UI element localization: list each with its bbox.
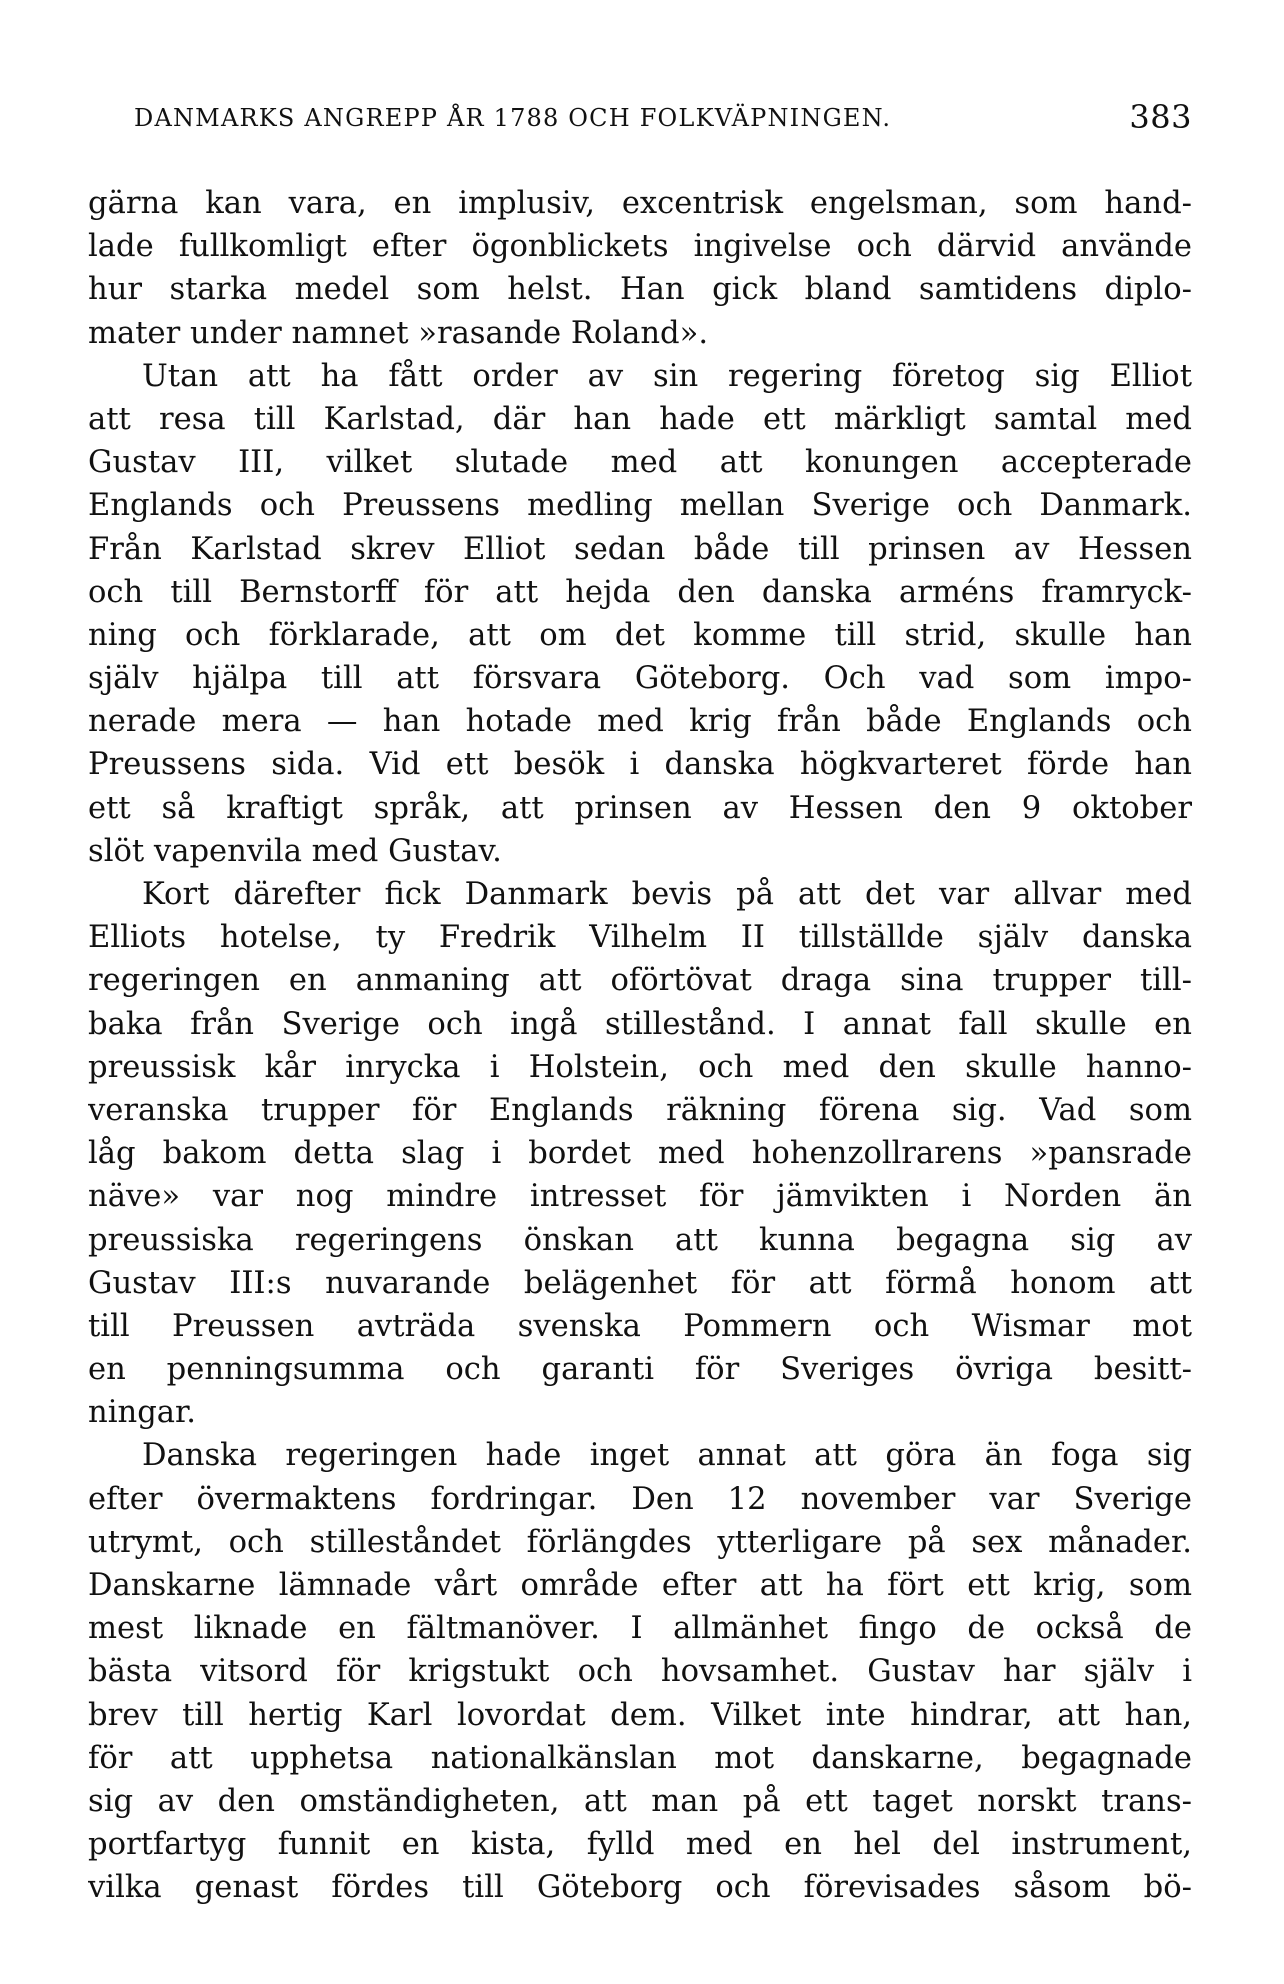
text-line: själv hjälpa till att försvara Göteborg. Och vad som impo- bbox=[88, 661, 1192, 697]
text-line: till Preussen avträda svenska Pommern och Wismar mot bbox=[88, 1308, 1192, 1344]
text-line: att resa till Karlstad, där han hade ett märkligt samtal med bbox=[88, 401, 1192, 437]
text-line: vilka genast fördes till Göteborg och förevisades såsom bö- bbox=[88, 1870, 1192, 1906]
text-line: näve» var nog mindre intresset för jämvikten i Norden än bbox=[88, 1179, 1192, 1215]
text-line: och till Bernstorff för att hejda den danska arméns framryck- bbox=[88, 574, 1192, 610]
text-line: preussiska regeringens önskan att kunna begagna sig av bbox=[88, 1222, 1192, 1258]
text-line: preussisk kår inrycka i Holstein, och med den skulle hanno- bbox=[88, 1049, 1192, 1085]
body-text bbox=[88, 182, 1192, 1910]
text-line: nerade mera — han hotade med krig från både Englands och bbox=[88, 704, 1192, 740]
text-line: Gustav III:s nuvarande belägenhet för att förmå honom att bbox=[88, 1265, 1192, 1301]
text-line: Gustav III, vilket slutade med att konungen accepterade bbox=[88, 445, 1192, 481]
text-line: mest liknade en fältmanöver. I allmänhet fingo de också de bbox=[88, 1611, 1192, 1647]
text-line: baka från Sverige och ingå stillestånd. I annat fall skulle en bbox=[88, 1006, 1192, 1042]
book-page bbox=[88, 0, 1192, 1984]
text-line: Danskarne lämnade vårt område efter att ha fört ett krig, som bbox=[88, 1568, 1192, 1603]
text-line: slöt vapenvila med Gustav. bbox=[88, 833, 502, 869]
text-line: portfartyg funnit en kista, fylld med en hel del instrument, bbox=[88, 1827, 1192, 1863]
text-line: en penningsumma och garanti för Sveriges övriga besitt- bbox=[88, 1352, 1192, 1388]
running-header-title: DANMARKS ANGREPP ÅR 1788 OCH FOLKVÄPNINGEN. bbox=[134, 104, 892, 132]
text-line: sig av den omständigheten, att man på ett taget norskt trans- bbox=[88, 1783, 1192, 1819]
text-line: hur starka medel som helst. Han gick bland samtidens diplo- bbox=[88, 272, 1192, 308]
text-line: brev till hertig Karl lovordat dem. Vilket inte hindrar, att han, bbox=[88, 1697, 1192, 1733]
text-line: utrymt, och stilleståndet förlängdes ytterligare på sex månader. bbox=[88, 1524, 1192, 1560]
text-line: Utan att ha fått order av sin regering företog sig Elliot bbox=[142, 358, 1192, 394]
text-line: låg bakom detta slag i bordet med hohenzollrarens »pansrade bbox=[88, 1136, 1192, 1172]
text-line: Englands och Preussens medling mellan Sverige och Danmark. bbox=[88, 488, 1192, 524]
text-line: Preussens sida. Vid ett besök i danska högkvarteret förde han bbox=[88, 747, 1192, 783]
text-line: efter övermaktens fordringar. Den 12 november var Sverige bbox=[88, 1481, 1192, 1517]
text-line: ett så kraftigt språk, att prinsen av Hessen den 9 oktober bbox=[88, 790, 1192, 826]
text-line: Elliots hotelse, ty Fredrik Vilhelm II tillställde själv danska bbox=[88, 920, 1192, 956]
text-line: mater under namnet »rasande Roland». bbox=[88, 315, 709, 351]
text-line: ning och förklarade, att om det komme till strid, skulle han bbox=[88, 617, 1192, 653]
text-line: veranska trupper för Englands räkning förena sig. Vad som bbox=[88, 1092, 1192, 1128]
text-line: gärna kan vara, en implusiv, excentrisk engelsman, som hand- bbox=[88, 186, 1192, 221]
text-line: regeringen en anmaning att oförtövat draga sina trupper till- bbox=[88, 963, 1192, 999]
text-line: Kort därefter fick Danmark bevis på att det var allvar med bbox=[142, 877, 1192, 912]
text-line: ningar. bbox=[88, 1395, 197, 1431]
page-number: 383 bbox=[1129, 98, 1192, 136]
running-header bbox=[88, 98, 1192, 142]
text-line: Danska regeringen hade inget annat att göra än foga sig bbox=[142, 1438, 1192, 1474]
text-line: bästa vitsord för krigstukt och hovsamhet. Gustav har själv i bbox=[88, 1654, 1192, 1690]
text-line: Från Karlstad skrev Elliot sedan både till prinsen av Hessen bbox=[88, 531, 1192, 567]
text-line: för att upphetsa nationalkänslan mot danskarne, begagnade bbox=[88, 1740, 1192, 1776]
text-line: lade fullkomligt efter ögonblickets ingivelse och därvid använde bbox=[88, 229, 1192, 265]
